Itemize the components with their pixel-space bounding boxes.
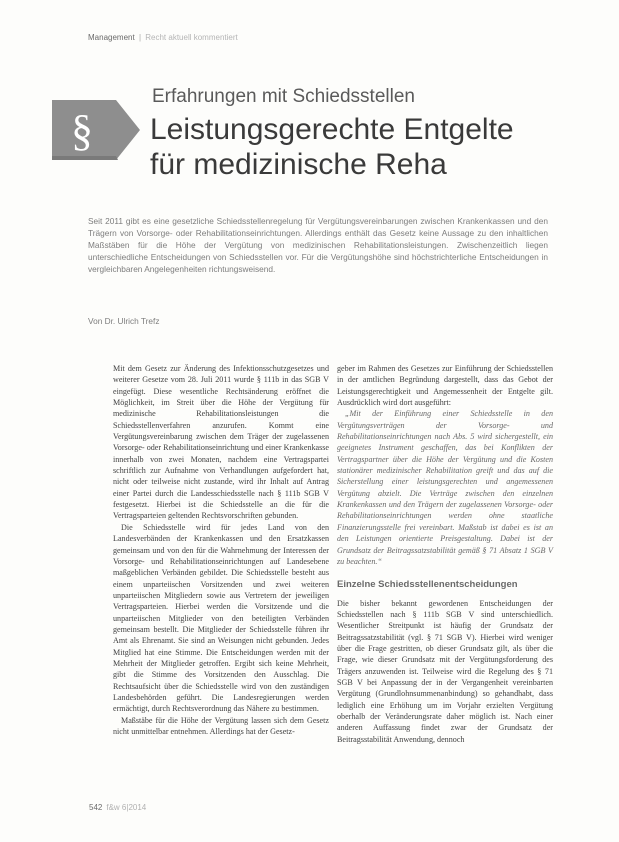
headline-line-1: Leistungsgerechte Entgelte	[150, 113, 514, 146]
body-column-left	[113, 363, 329, 737]
rubric-section: Management	[88, 33, 135, 42]
body-paragraph: Mit dem Gesetz zur Änderung des Infektionsschutzgesetzes und weiterer Gesetze vom 28. Juli 2011 wurde § 111b in das SGB V eingefügt. Diese wesentliche Rechtsänderung eröffnet die Möglichkeit, im Streit über die Höhe der Vergütung für medizinische Rehabilitationsleistungen die Schiedsstellenverfahren anzurufen. Kommt eine Vergütungsvereinbarung zwischen dem Träger der zugelassenen Vorsorge- oder Rehabilitationseinrichtung und einer Krankenkasse innerhalb von zwei Monaten, nachdem eine Vertragspartei schriftlich zur Aufnahme von Verhandlungen aufgefordert hat, nicht oder teilweise nicht zustande, wird ihr Inhalt auf Antrag einer Partei durch die Landesschiedsstelle nach § 111b SGB V festgesetzt. Hierbei ist die Schiedsstelle an die für die Vertragsparteien geltenden Rechtsvorschriften gebunden.	[113, 364, 329, 521]
body-paragraph: Die bisher bekannt gewordenen Entscheidungen der Schiedsstellen nach § 111b SGB V sind unterschiedlich. Wesentlicher Streitpunkt ist häufig der Grundsatz der Beitragssatzstabilität (vgl. § 71 SGB V). Hierbei wird weniger über die Frage gestritten, ob dieser Grundsatz gilt, als über die Frage, wie dieser Grundsatz mit der Vergütungsforderung des Trägers anzuwenden ist. Teilweise wird die Regelung des § 71 SGB V bei Anpassung der in der Vergangenheit vereinbarten Vergütung (Grundlohnsummenanbindung) so gehandhabt, dass lediglich eine Erhöhung um im Vorjahr erzielten Vergütung oberhalb der Veränderungsrate daher möglich ist. Nach einer anderen Auffassung findet zwar der Grundsatz der Beitragsstabilität Anwendung, dennoch	[337, 598, 553, 744]
rubric	[88, 33, 238, 42]
svg-text:§: §	[71, 106, 93, 155]
rubric-subsection: Recht aktuell kommentiert	[145, 33, 238, 42]
block-quote: „Mit der Einführung einer Schiedsstelle in den Vergütungsverträgen der Vorsorge- und Rehabilitationseinrichtungen nach Abs. 5 wird sichergestellt, ein geeignetes Instrument geschaffen, das bei Konflikten der Vertragspartner über die Höhe der Vergütung und die Kosten stationärer medizinischer Rehabilitation greift und das auf die Sicherstellung einer leistungsgerechten und angemessenen Vergütung abzielt. Die Verträge zwischen den einzelnen Krankenkassen und den Trägern der zugelassenen Vorsorge- oder Rehabilitationseinrichtungen werden ohne staatliche Finanzierungsstelle frei vereinbart. Maßstab ist dabei es ist an den Leistungen orientierte Preisgestaltung. Dabei ist der Grundsatz der Beitragssatzstabilität gemäß § 71 Absatz 1 SGB V zu beachten.“	[337, 409, 553, 566]
magazine-issue: f&w 6|2014	[106, 803, 147, 812]
article-kicker: Erfahrungen mit Schiedsstellen	[152, 86, 415, 107]
body-paragraph: geber im Rahmen des Gesetzes zur Einführung der Schiedsstellen in der amtlichen Begründung dargestellt, dass das Gebot der Leistungsgerechtigkeit und Angemessenheit der Entgelte gilt. Ausdrücklich wird dort ausgeführt:	[337, 364, 553, 408]
body-paragraph: Maßstäbe für die Höhe der Vergütung lassen sich dem Gesetz nicht unmittelbar entnehmen. Allerdings hat der Gesetz-	[113, 715, 329, 736]
section-subheading: Einzelne Schiedsstellenentscheidungen	[337, 579, 518, 591]
rubric-separator: |	[138, 33, 142, 42]
page-footer	[89, 803, 146, 812]
body-column-right	[337, 363, 553, 745]
headline-line-2: für medizinische Reha	[150, 148, 447, 181]
body-paragraph: Die Schiedsstelle wird für jedes Land von den Landesverbänden der Krankenkassen und den Ersatzkassen gemeinsam und von den für die Wahrnehmung der Interessen der Vorsorge- und Rehabilitationseinrichtungen auf Landesebene maßgeblichen Verbänden gebildet. Die Schiedsstelle besteht aus einem unparteiischen Vorsitzenden und zwei weiteren unparteiischen Mitgliedern sowie aus Vertretern der jeweiligen Vertragsparteien. Hierbei werden die Vorsitzende und die unparteiischen Mitglieder von den beteiligten Verbänden gemeinsam bestellt. Die Mitglieder der Schiedsstelle führen ihr Amt als Ehrenamt. Sie sind an Weisungen nicht gebunden. Jedes Mitglied hat eine Stimme. Die Entscheidungen werden mit der Mehrheit der Mitglieder getroffen. Ergibt sich keine Mehrheit, gibt die Stimme des Vorsitzenden den Ausschlag. Die Rechtsaufsicht über die Schiedsstelle wird von den zuständigen Landesbehörden geführt. Die Landesregierungen werden ermächtigt, durch Rechtsverordnung das Nähere zu bestimmen.	[113, 522, 329, 714]
article-lead: Seit 2011 gibt es eine gesetzliche Schiedsstellenregelung für Vergütungsvereinbarungen zwischen Krankenkassen und den Trägern von Vorsorge- oder Rehabilitationseinrichtungen. Allerdings enthält das Gesetz keine Aussage zu den inhaltlichen Maßstäben für die Höhe der Vergütung von medizinischen Rehabilitationsleistungen. Zwischenzeitlich liegen unterschiedliche Entscheidungen von Schiedsstellen vor. Für die Vergütungshöhe sind höchstrichterliche Entscheidungen in vergleichbaren Angelegenheiten richtungsweisend.	[88, 216, 548, 275]
page-number: 542	[89, 803, 103, 812]
paragraph-sign-icon	[52, 100, 140, 160]
article-headline	[150, 112, 514, 182]
author-byline: Von Dr. Ulrich Trefz	[88, 316, 160, 326]
